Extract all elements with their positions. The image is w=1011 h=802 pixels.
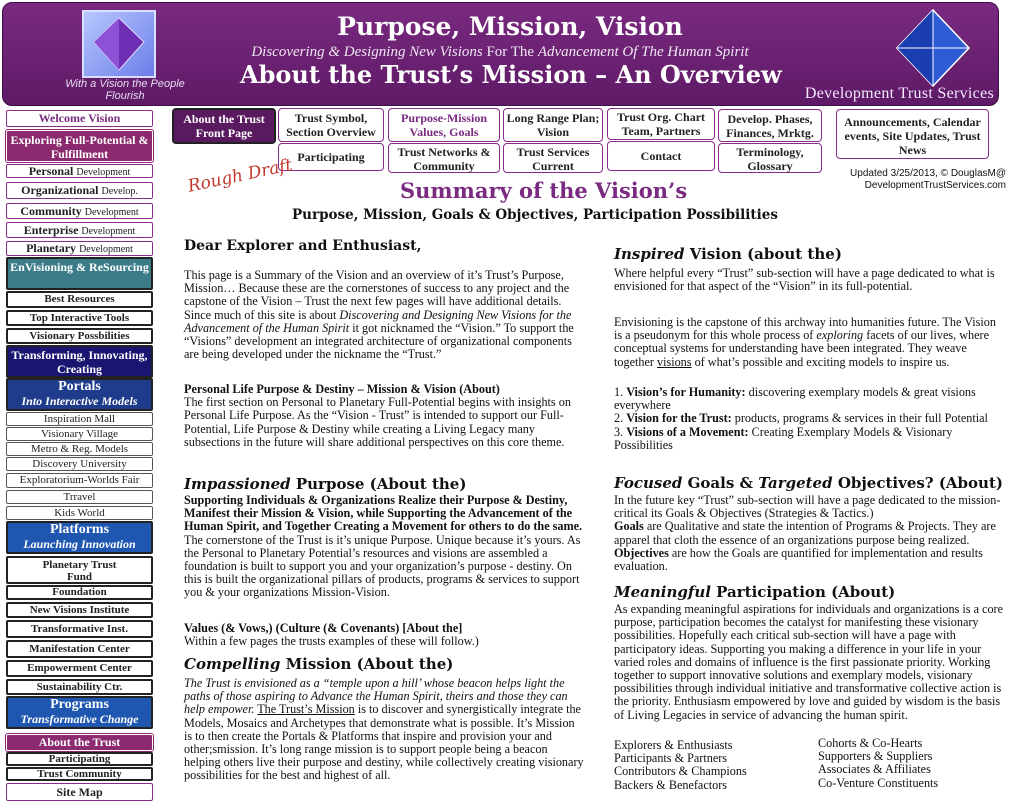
vision-paragraph: Envisioning is the capstone of this archway into humanities future. The Vision is a pseudonym for this whole process of exploring facets of our lives, where conceptual systems for understanding have been integrated. They weave together visions of what’s possible and exciting models to inspire us. <box>614 315 996 369</box>
nav-travel[interactable]: Trravel <box>6 490 153 504</box>
goals-heading: Focused Goals & Targeted Objectives? (About) <box>614 474 1003 492</box>
nav-site-map[interactable]: Site Map <box>6 783 153 801</box>
nav-exploratorium-worlds-fair[interactable]: Exploratorium-Worlds Fair <box>6 473 153 488</box>
topnav-org-chart[interactable]: Trust Org. Chart Team, Partners <box>607 108 715 140</box>
participant-list-1: Explorers & Enthusiasts Participants & Partners Contributors & Champions Backers & Benefactors <box>614 738 747 792</box>
topnav-trust-services[interactable]: Trust Services Current <box>503 143 603 173</box>
vision-heading: Inspired Vision (about the) <box>614 245 842 263</box>
page-subtitle: Discovering & Designing New Visions For The Advancement Of The Human Spirit <box>251 44 749 60</box>
nav-portals[interactable]: Portals Into Interactive Models <box>6 378 153 411</box>
page-title-2: About the Trust’s Mission – An Overview <box>240 60 782 89</box>
participant-list-2: Cohorts & Co-Hearts Supporters & Suppliers Associates & Affiliates Co-Venture Constituents <box>818 736 939 790</box>
topnav-long-range-plan[interactable]: Long Range Plan; Vision <box>503 108 603 142</box>
topnav-announcements[interactable]: Announcements, Calendar events, Site Updates, Trust News <box>836 109 989 159</box>
topnav-purpose-mission[interactable]: Purpose-Mission Values, Goals <box>388 108 500 142</box>
nav-manifestation-center[interactable]: Manifestation Center <box>6 640 153 658</box>
nav-planetary-trust-fund[interactable]: Planetary Trust Fund <box>6 556 153 584</box>
list-item: 3. Visions of a Movement: Creating Exemplary Models & Visionary Possibilities <box>614 424 953 452</box>
list-item: 1. Vision’s for Humanity: discovering exemplary models & great visions everywhere <box>614 385 976 413</box>
nav-sustainability-ctr[interactable]: Sustainability Ctr. <box>6 679 153 695</box>
topnav-about-front-page[interactable]: About the Trust Front Page <box>172 108 276 144</box>
nav-top-interactive-tools[interactable]: Top Interactive Tools <box>6 310 153 326</box>
vision-intro: Where helpful every “Trust” sub-section will have a page dedicated to what is envisioned for that aspect of the “Vision” in its full-potential. <box>614 266 995 294</box>
intro-paragraph: This page is a Summary of the Vision and an overview of it’s Trust’s Purpose, Mission… Because these are the cornerstones of success to any project and the capstone of the Vision – Trust the next few pages will have additional details. Since much of this site is about Discovering and Designing New Visions for the Advancement of the Human Spirit it got nicknamed the “Vision.” To support the “Visions” development an integrated architecture of organizational components are being developed under the nickname the “Trust.” <box>184 268 574 362</box>
nav-envisioning-resourcing[interactable]: EnVisioning & ReSourcing <box>6 257 153 290</box>
goals-paragraph: In the future key “Trust” sub-section will have a page dedicated to the mission-critical its Goals & Objectives (Strategies & Tactics.) Goals are Qualitative and state the intention of Programs & Projects. They are apparel that cloth the essence of an organizations purpose being realized. Objectives are how the Goals are quantified for implementation and results evaluation. <box>614 493 1001 574</box>
nav-community[interactable]: Community Development <box>6 203 153 219</box>
motto: With a Vision the People Flourish <box>65 78 185 102</box>
topnav-participating[interactable]: Participating <box>278 143 384 171</box>
mission-link[interactable]: The Trust’s Mission <box>257 702 355 717</box>
nav-empowerment-center[interactable]: Empowerment Center <box>6 660 153 677</box>
nav-platforms[interactable]: Platforms Launching Innovation <box>6 521 153 554</box>
nav-programs[interactable]: Programs Transformative Change <box>6 696 153 729</box>
visions-link[interactable]: visions <box>656 354 692 369</box>
summary-title: Summary of the Vision’s <box>400 178 688 203</box>
nav-planetary[interactable]: Planetary Development <box>6 241 153 256</box>
nav-trust-community[interactable]: Trust Community <box>6 767 153 781</box>
brand-name[interactable]: Development Trust Services <box>804 85 994 102</box>
greeting: Dear Explorer and Enthusiast, <box>184 238 422 254</box>
list-item: 2. Vision for the Trust: products, programs & services in their full Potential <box>614 411 988 426</box>
values-section: Values (& Vows,) (Culture (& Covenants) [About the] Within a few pages the trusts examples of these will follow.) <box>184 621 479 649</box>
nav-visionary-village[interactable]: Visionary Village <box>6 427 153 441</box>
nav-discovery-university[interactable]: Discovery University <box>6 457 153 471</box>
topnav-develop-phases[interactable]: Develop. Phases, Finances, Mrktg. <box>718 109 822 142</box>
topnav-terminology[interactable]: Terminology, Glossary <box>718 143 822 173</box>
mission-heading: Compelling Mission (About the) <box>184 655 454 673</box>
nav-transforming-innovating[interactable]: Transforming, Innovating, Creating <box>6 345 153 378</box>
updated-notice: Updated 3/25/2013, © DouglasM@ DevelopmentTrustServices.com <box>850 168 1006 191</box>
nav-personal[interactable]: Personal Development <box>6 164 153 178</box>
nav-visionary-possibilities[interactable]: Visionary Possbilities <box>6 328 153 344</box>
crystal-cube-logo-icon[interactable] <box>82 10 156 78</box>
nav-metro-reg-models[interactable]: Metro & Reg. Models <box>6 442 153 456</box>
topnav-trust-networks[interactable]: Trust Networks & Community <box>388 143 500 173</box>
vision-list <box>614 386 1004 452</box>
summary-subtitle: Purpose, Mission, Goals & Objectives, Participation Possibilities <box>292 207 778 223</box>
nav-enterprise[interactable]: Enterprise Development <box>6 222 153 238</box>
nav-exploring-full-potential[interactable]: Exploring Full-Potential & Fulfillment <box>6 130 153 162</box>
mission-paragraph: The Trust is envisioned as a “temple upon a hill’ whose beacon helps light the paths of those aspiring to Advance the Human Spirit, theirs and those they can help empower. The Trust’s Mission is to discover and synergistically integrate the Models, Mosaics and Archetypes that demonstrate what is possible. It’s Mission is to then create the Portals & Platforms that inspire and provision your and other;smission. It’s long range mission is to support people being a beacon helping others live their purpose and destiny, while collectively creating visionary possibilities for the best and highest of all. <box>184 676 584 783</box>
nav-about-the-trust[interactable]: About the Trust <box>6 734 153 751</box>
page-title: Purpose, Mission, Vision <box>337 12 683 41</box>
participation-heading: Meaningful Participation (About) <box>614 583 896 601</box>
nav-transformative-inst[interactable]: Transformative Inst. <box>6 620 153 638</box>
personal-purpose-section: Personal Life Purpose & Destiny – Mission & Vision (About) The first section on Personal to Planetary Full-Potential begins with insights on Personal Life Purpose. As the “Vision - Trust” is intended to support our Full-Potential, Life Purpose & Destiny while creating a Living Legacy many subsections in the future will share additional perspectives on this core theme. <box>184 382 571 449</box>
rough-draft-stamp: Rough Draft <box>186 155 295 197</box>
nav-foundation[interactable]: Foundation <box>6 585 153 600</box>
topnav-trust-symbol[interactable]: Trust Symbol, Section Overview <box>278 108 384 142</box>
nav-organizational[interactable]: Organizational Develop. <box>6 182 153 199</box>
purpose-heading: Impassioned Purpose (About the) <box>184 475 467 493</box>
nav-kids-world[interactable]: Kids World <box>6 506 153 520</box>
purpose-paragraph: Supporting Individuals & Organizations Realize their Purpose & Destiny, Manifest their Mission & Vision, while Supporting the Advancement of the Human Spirit, and Together Creating a Movement for others to do the same. The cornerstone of the Trust is it’s unique Purpose. Unique because it’s yours. As the Personal to Planetary Potential’s resources and visions are assembled a foundation is built to support you and your organization’s purpose - destiny. On this is built the organizational pillars of products, programs & services to support you & your organizations Mission-Vision. <box>184 493 583 600</box>
nav-participating[interactable]: Participating <box>6 752 153 766</box>
topnav-contact[interactable]: Contact <box>607 141 715 171</box>
nav-inspiration-mall[interactable]: Inspiration Mall <box>6 412 153 426</box>
nav-new-visions-institute[interactable]: New Visions Institute <box>6 602 153 618</box>
nav-best-resources[interactable]: Best Resources <box>6 291 153 308</box>
participation-paragraph: As expanding meaningful aspirations for individuals and organizations is a core purpose, participation becomes the catalyst for manifesting these visionary possibilities. Hopefully each critical sub-section will have a page with participatory ideas. Supporting you making a difference in your life in your varied roles and domains of influence is the first passionate priority. Working together to support innovative solutions and exemplary models, visionary possibilities through individual initiative and transformative collective action is the priority. Enthusiasm empowered by love and guided by wisdom is the basis of Living Legacies in service of advancing the human spirit. <box>614 602 1004 722</box>
nav-welcome-vision[interactable]: Welcome Vision <box>6 110 153 127</box>
octahedron-logo-icon[interactable] <box>893 8 973 88</box>
